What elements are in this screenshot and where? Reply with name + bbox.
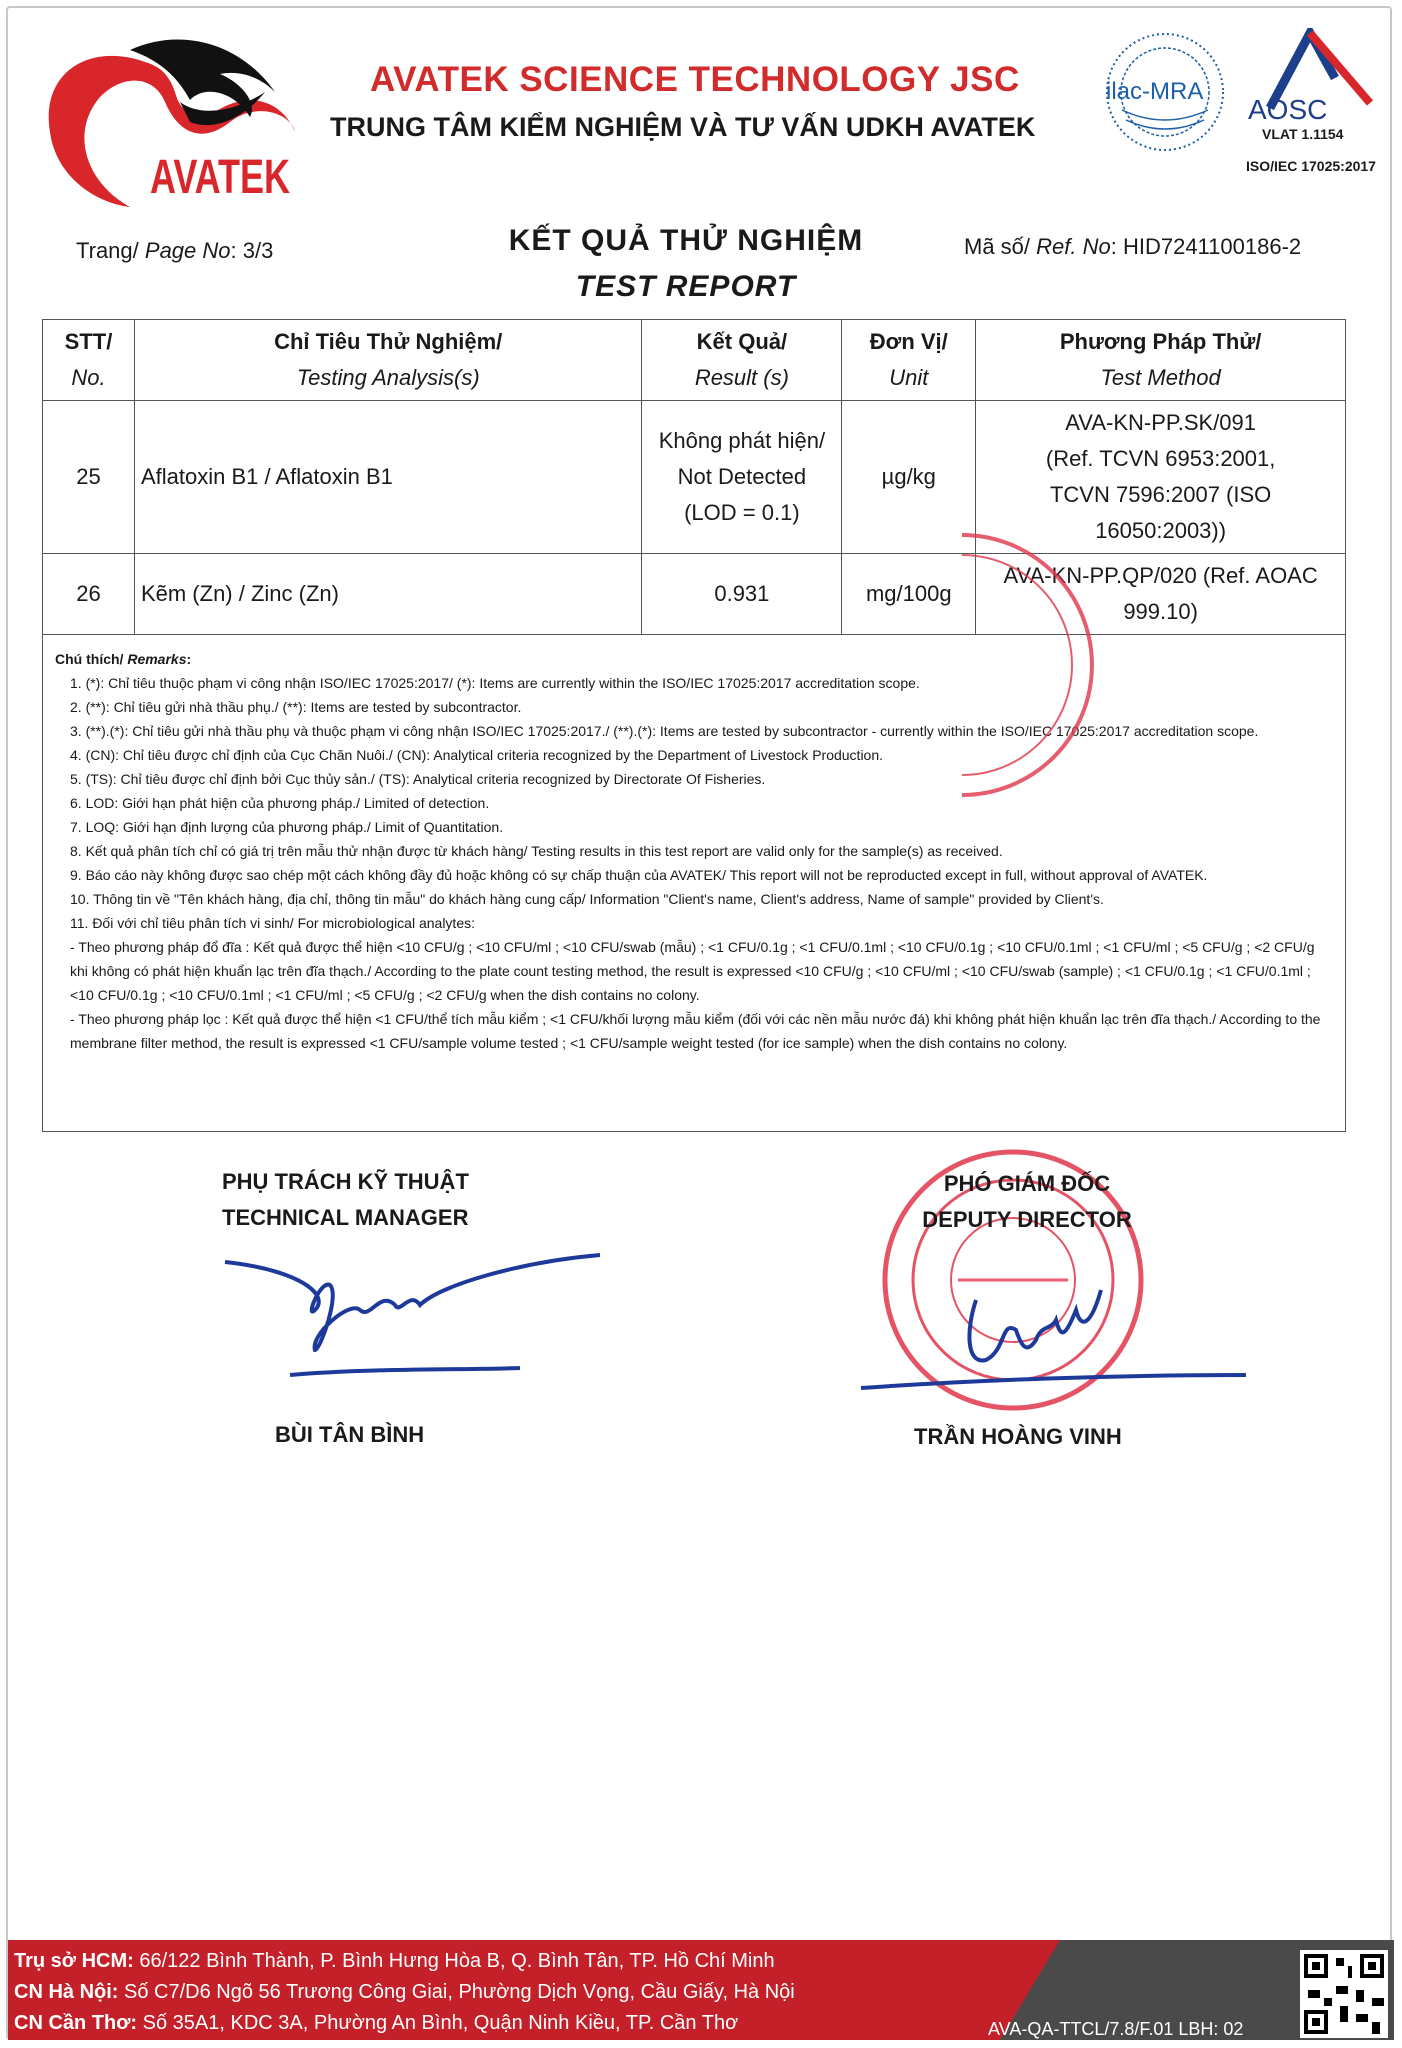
center-name: TRUNG TÂM KIỂM NGHIỆM VÀ TƯ VẤN UDKH AVATEK (330, 112, 1036, 142)
report-title-en: TEST REPORT (575, 270, 797, 303)
row-result: Không phát hiện/ Not Detected (LOD = 0.1) (642, 401, 842, 554)
header-no: STT/ No. (43, 320, 135, 401)
company-name: AVATEK SCIENCE TECHNOLOGY JSC (370, 60, 1020, 99)
right-signer-name: TRẦN HOÀNG VINH (914, 1424, 1122, 1449)
row-analysis: Kẽm (Zn) / Zinc (Zn) (134, 554, 642, 635)
row-unit: mg/100g (842, 554, 976, 635)
report-title-vn: KẾT QUẢ THỬ NGHIỆM (508, 224, 864, 257)
footer-cantho-address: CN Cần Thơ: Số 35A1, KDC 3A, Phường An Bình, Quận Ninh Kiều, TP. Cần Thơ (14, 2012, 739, 2034)
remark-item: - Theo phương pháp lọc : Kết quả được thể hiện <1 CFU/thể tích mẫu kiểm ; <1 CFU/khối lượng mẫu kiểm (đối với các nền mẫu nước đá) khi không phát hiện khuẩn lạc trên đĩa thạch./ According to the membrane filter method, the result is expressed <1 CFU/sample volume tested ; <1 CFU/sample weight tested (for ice sample) when the dish contains no colony. (70, 1011, 1321, 1051)
remark-item: 11. Đối với chỉ tiêu phân tích vi sinh/ For microbiological analytes: (70, 915, 475, 931)
qr-code-icon (1300, 1950, 1388, 2038)
remark-item: 5. (TS): Chỉ tiêu được chỉ định bởi Cục thủy sản./ (TS): Analytical criteria recognized by Directorate Of Fisheries. (70, 771, 766, 787)
remark-item: 1. (*): Chỉ tiêu thuộc phạm vi công nhận ISO/IEC 17025:2017/ (*): Items are currently within the ISO/IEC 17025:2017 accreditation scope. (70, 675, 920, 691)
left-signer-role: PHỤ TRÁCH KỸ THUẬT TECHNICAL MANAGER (222, 1169, 469, 1230)
iso-standard: ISO/IEC 17025:2017 (1246, 158, 1376, 174)
table-row (43, 554, 1346, 635)
ilac-mra-label: ilac-MRA (1106, 78, 1204, 105)
vlat-code: VLAT 1.1154 (1262, 126, 1344, 142)
row-unit: µg/kg (842, 401, 976, 554)
row-analysis: Aflatoxin B1 / Aflatoxin B1 (134, 401, 642, 554)
remark-item: 2. (**): Chỉ tiêu gửi nhà thầu phụ./ (**): Items are tested by subcontractor. (70, 699, 522, 715)
row-no: 25 (43, 401, 135, 554)
page-number: Trang/ Page No: 3/3 (76, 238, 274, 263)
form-code: AVA-QA-TTCL/7.8/F.01 LBH: 02 (988, 2019, 1244, 2039)
row-no: 26 (43, 554, 135, 635)
header-result: Kết Quả/ Result (s) (642, 320, 842, 401)
row-method: AVA-KN-PP.SK/091 (Ref. TCVN 6953:2001, TCVN 7596:2007 (ISO 16050:2003)) (976, 401, 1346, 554)
right-signature (856, 1270, 1256, 1400)
footer-hanoi-address: CN Hà Nội: Số C7/D6 Ngõ 56 Trương Công Giai, Phường Dịch Vọng, Cầu Giấy, Hà Nội (14, 1981, 795, 2003)
header-unit: Đơn Vị/ Unit (842, 320, 976, 401)
header-analysis: Chỉ Tiêu Thử Nghiệm/ Testing Analysis(s) (134, 320, 642, 401)
row-result: 0.931 (642, 554, 842, 635)
remark-item: 3. (**).(*): Chỉ tiêu gửi nhà thầu phụ và thuộc phạm vi công nhận ISO/IEC 17025:2017./ (**).(*): Items are tested by subcontractor - currently within the ISO/IEC 17025:2017 accreditation scope. (70, 723, 1259, 739)
table-row (43, 401, 1346, 554)
remark-item: - Theo phương pháp đổ đĩa : Kết quả được thể hiện <10 CFU/g ; <10 CFU/ml ; <10 CFU/swab (mẫu) ; <1 CFU/0.1g ; <1 CFU/0.1ml ; <10 CFU/0.1g ; <10 CFU/0.1ml ; <1 CFU/ml ; <5 CFU/g ; <2 CFU/g khi không có phát hiện khuẩn lạc trên đĩa thạch./ According to the plate count testing method, the result is expressed <10 CFU/g ; <10 CFU/ml ; <10 CFU/swab (sample) ; <1 CFU/0.1g ; <1 CFU/0.1ml ; <10 CFU/0.1g ; <10 CFU/0.1ml ; <1 CFU/ml ; <5 CFU/g ; <2 CFU/g when the dish contains no colony. (70, 939, 1315, 1003)
remark-item: 4. (CN): Chỉ tiêu được chỉ định của Cục Chăn Nuôi./ (CN): Analytical criteria recognized by the Department of Livestock Production. (70, 747, 884, 763)
left-signer-name: BÙI TÂN BÌNH (275, 1422, 425, 1447)
remark-item: 10. Thông tin về "Tên khách hàng, địa chỉ, thông tin mẫu" do khách hàng cung cấp/ Information "Client's name, Client's address, Name of sample" provided by Client's. (70, 891, 1104, 907)
row-method: AVA-KN-PP.QP/020 (Ref. AOAC 999.10) (976, 554, 1346, 635)
reference-number: Mã số/ Ref. No: HID7241100186-2 (964, 234, 1302, 259)
footer-hcm-address: Trụ sở HCM: 66/122 Bình Thành, P. Bình Hưng Hòa B, Q. Bình Tân, TP. Hồ Chí Minh (14, 1950, 775, 1972)
table-header-row (43, 320, 1346, 401)
logo-wordmark: AVATEK (150, 151, 290, 204)
remarks-section (42, 631, 1346, 1132)
remark-item: 8. Kết quả phân tích chỉ có giá trị trên mẫu thử nhận được từ khách hàng/ Testing results in this test report are valid only for the sample(s) as received. (70, 843, 1003, 859)
results-table (42, 319, 1346, 635)
remark-item: 7. LOQ: Giới hạn định lượng của phương pháp./ Limit of Quantitation. (70, 819, 504, 835)
header-method: Phương Pháp Thử/ Test Method (976, 320, 1346, 401)
remark-item: 6. LOD: Giới hạn phát hiện của phương pháp./ Limited of detection. (70, 795, 490, 811)
left-signature (220, 1250, 610, 1385)
partial-stamp-icon (952, 530, 1102, 800)
remark-item: 9. Báo cáo này không được sao chép một cách không đầy đủ hoặc không có sự chấp thuận của AVATEK/ This report will not be reproducted except in full, without approval of AVATEK. (70, 867, 1208, 883)
aosc-label: AOSC (1248, 94, 1328, 125)
remarks-title: Chú thích/ Remarks: (55, 651, 192, 667)
right-signer-role: PHÓ GIÁM ĐỐC DEPUTY DIRECTOR (922, 1171, 1132, 1232)
